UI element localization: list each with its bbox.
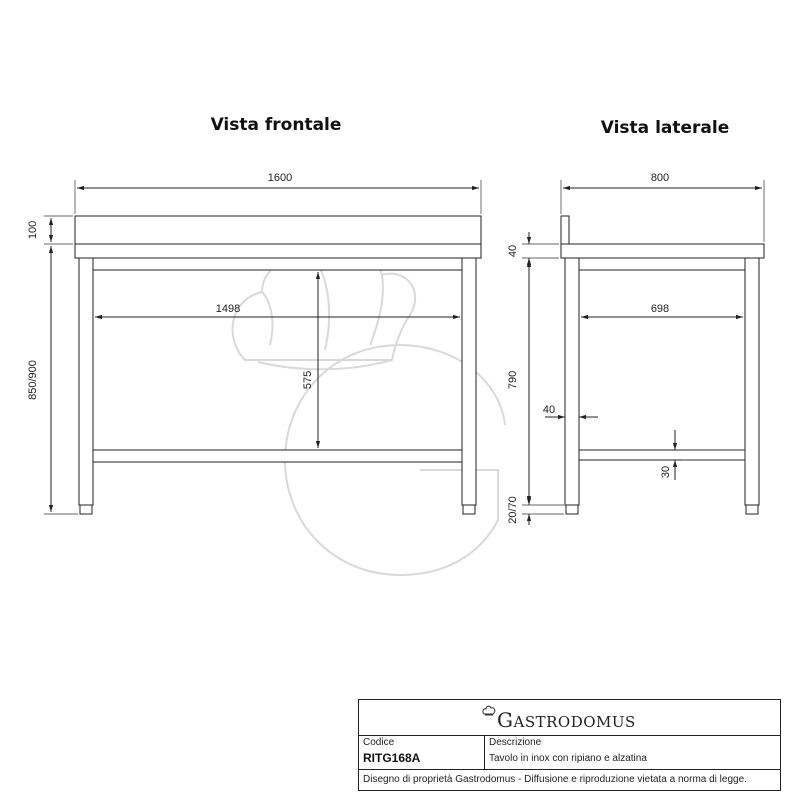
description-label: Descrizione [489, 737, 542, 748]
dim-shelf-clearance: 575 [302, 370, 314, 390]
dim-leg-width: 40 [542, 404, 556, 416]
dim-overall-width: 1600 [267, 172, 293, 184]
dim-inner-depth: 698 [650, 303, 670, 315]
title-block [358, 699, 781, 791]
code-cell [359, 735, 485, 770]
dim-overall-depth: 800 [650, 172, 670, 184]
front-left-leg [79, 258, 93, 505]
front-view-title: Vista frontale [210, 115, 342, 135]
dim-foot-adjust: 20/70 [507, 496, 519, 524]
front-right-leg [462, 258, 476, 505]
title-block-logo-row [359, 700, 780, 736]
side-view-title: Vista laterale [600, 118, 730, 138]
dim-leg-height: 790 [507, 370, 519, 390]
front-right-foot [463, 505, 475, 514]
dim-inner-width: 1498 [215, 303, 241, 315]
side-lower-shelf [579, 450, 745, 460]
dim-shelf-thickness: 30 [660, 465, 672, 479]
side-right-leg [745, 258, 759, 505]
side-left-leg [565, 258, 579, 505]
chef-hat-icon [481, 704, 497, 720]
brand-logo [497, 708, 636, 732]
dim-total-height: 850/900 [27, 360, 39, 400]
front-top-rail [93, 258, 462, 270]
dim-top-thickness: 40 [507, 244, 519, 258]
description-cell [485, 735, 780, 770]
dim-backsplash-height: 100 [27, 220, 39, 240]
front-backsplash [75, 216, 481, 244]
front-worktop [75, 244, 481, 258]
code-label: Codice [363, 737, 395, 748]
front-lower-shelf [93, 450, 462, 462]
side-dimensions [507, 172, 764, 525]
description-value: Tavolo in inox con ripiano e alzatina [489, 753, 647, 764]
brand-initial: G [497, 708, 514, 732]
side-left-foot [566, 505, 578, 514]
code-value: RITG168A [363, 751, 421, 765]
side-worktop [561, 244, 764, 258]
side-right-foot [746, 505, 758, 514]
front-left-foot [80, 505, 92, 514]
copyright-notice: Disegno di proprietà Gastrodomus - Diffusione e riproduzione vietata a norma di legge. [363, 774, 747, 785]
side-backsplash [561, 216, 569, 244]
side-top-rail [579, 258, 745, 270]
brand-rest: ASTRODOMUS [513, 713, 636, 731]
